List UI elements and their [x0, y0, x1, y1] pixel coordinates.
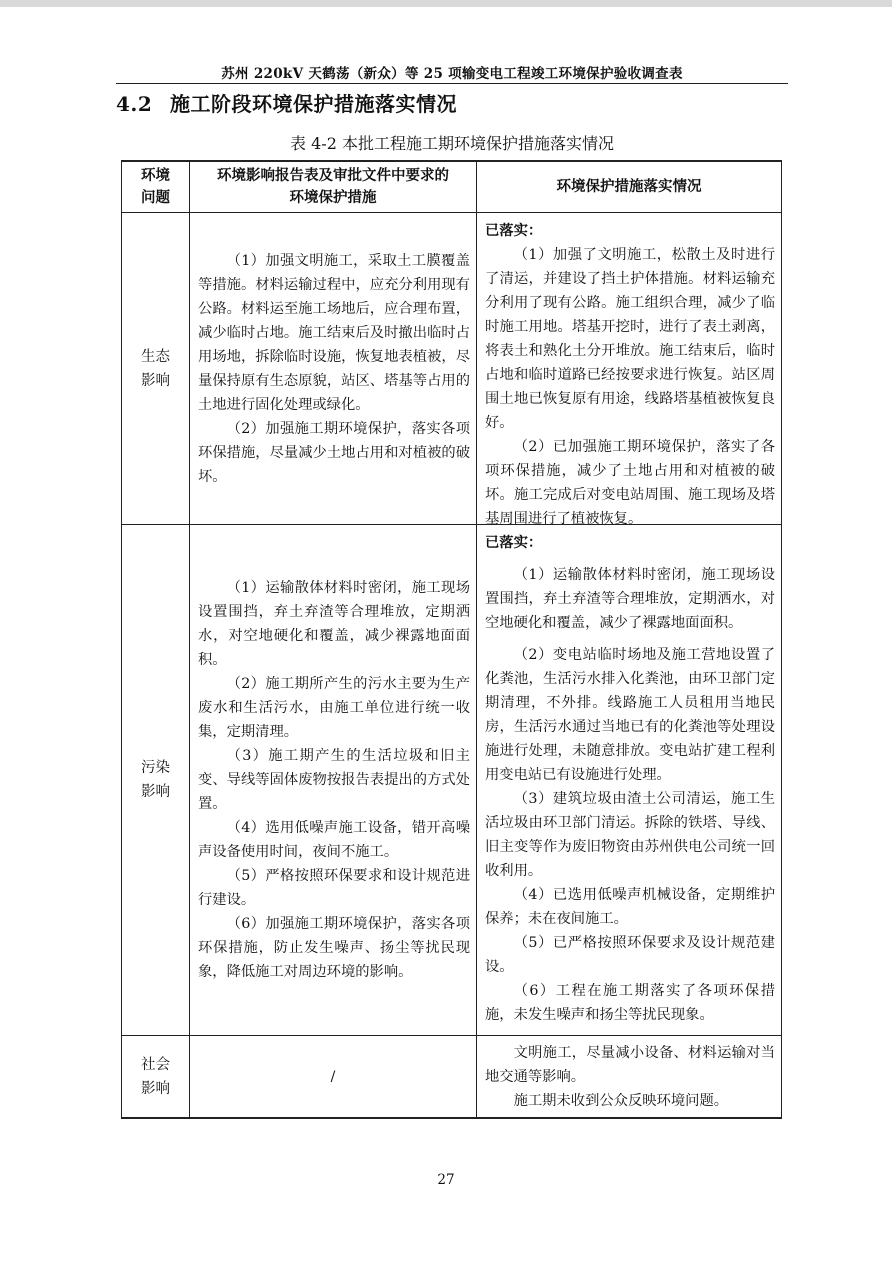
status-item: （6）工程在施工期落实了各项环保措施，未发生噪声和扬尘等扰民现象。 [485, 983, 775, 1023]
required-item: （2）施工期所产生的污水主要为生产废水和生活污水，由施工单位进行统一收集，定期清理。 [198, 676, 470, 740]
page-number: 27 [437, 1172, 455, 1188]
required-item: （1）加强文明施工，采取土工膜覆盖等措施。材料运输过程中，应充分利用现有公路。材料运至施工场地后，应合理布置，减少临时占地。施工结束后及时撤出临时占用场地，拆除临时设施，恢复地表植被，尽量保持原有生态原貌，站区、塔基等占用的土地进行固化处理或绿化。 [198, 252, 470, 413]
status-item: （1）加强了文明施工，松散土及时进行了清运，并建设了挡土护体措施。材料运输充分利用了现有公路。施工组织合理，减少了临时施工用地。塔基开挖时，进行了表土剥离，将表土和熟化土分开堆放。施工结束后，临时占地和临时道路已经按要求进行恢复。站区周围土地已恢复原有用途，线路塔基植被恢复良好。 [485, 247, 775, 431]
status-item: （5）已严格按照环保要求及设计规范建设。 [485, 935, 775, 975]
issue-cell [122, 525, 190, 1035]
status-item: （1）运输散体材料时密闭，施工现场设置围挡，弃土弃渣等合理堆放，定期洒水，对空地硬化和覆盖，减少了裸露地面面积。 [485, 567, 775, 631]
status-cell [477, 525, 781, 1035]
table-header-row [121, 160, 782, 213]
required-item: （1）运输散体材料时密闭，施工现场设置围挡，弃土弃渣等合理堆放，定期洒水，对空地硬化和覆盖，减少裸露地面面积。 [198, 580, 470, 668]
required-cell [190, 213, 477, 524]
status-item: （4）已选用低噪声机械设备，定期维护保养；未在夜间施工。 [485, 887, 775, 927]
table-caption: 表 4-2 本批工程施工期环境保护措施落实情况 [290, 134, 614, 153]
required-item: （2）加强施工期环境保护，落实各项环保措施，尽量减少土地占用和对植被的破坏。 [198, 420, 470, 485]
status-item: （2）变电站临时场地及施工营地设置了化粪池，生活污水排入化粪池，由环卫部门定期清理，不外排。线路施工人员租用当地民房，生活污水通过当地已有的化粪池等处理设施进行处理，未随意排放。变电站扩建工程利用变电站已有设施进行处理。 [485, 647, 775, 783]
issue-text: 社会 影响 [141, 1056, 170, 1097]
issue-cell [122, 213, 190, 524]
section-number: 4.2 [116, 92, 153, 116]
header-status-text: 环境保护措施落实情况 [556, 178, 702, 195]
table-row-ecology [121, 213, 782, 525]
required-item: （6）加强施工期环境保护，落实各项环保措施，防止发生噪声、扬尘等扰民现象，降低施工对周边环境的影响。 [198, 916, 470, 980]
required-item: （5）严格按照环保要求和设计规范进行建设。 [198, 868, 470, 908]
required-item: （4）选用低噪声施工设备，错开高噪声设备使用时间，夜间不施工。 [198, 820, 470, 860]
section-heading [116, 88, 457, 117]
scan-top-edge [0, 0, 892, 7]
status-label: 已落实： [485, 223, 543, 239]
required-cell [190, 525, 477, 1035]
header-issue-text: 环境 问题 [141, 167, 170, 206]
measures-table [121, 160, 782, 1119]
status-item: （3）建筑垃圾由渣土公司清运，施工生活垃圾由环卫部门清运。拆除的铁塔、导线、旧主变等作为废旧物资由苏州供电公司统一回收利用。 [485, 791, 775, 879]
running-header: 苏州 220kV 天鹤荡（新众）等 25 项输变电工程竣工环境保护验收调查表 [221, 66, 683, 82]
required-item: （3）施工期产生的生活垃圾和旧主变、导线等固体废物按报告表提出的方式处置。 [198, 748, 470, 812]
table-row-social [121, 1036, 782, 1119]
table-row-pollution [121, 525, 782, 1036]
issue-text: 污染 影响 [141, 760, 170, 800]
issue-cell [122, 1036, 190, 1117]
issue-text: 生态 影响 [141, 348, 170, 389]
status-item: （2）已加强施工期环境保护，落实了各项环保措施，减少了土地占用和对植被的破坏。施工完成后对变电站周围、施工现场及塔基周围进行了植被恢复。 [485, 439, 775, 527]
header-required [190, 162, 477, 212]
status-cell [477, 1036, 781, 1117]
not-applicable-mark: / [330, 1068, 336, 1085]
required-cell [190, 1036, 477, 1117]
header-rule [116, 83, 788, 84]
status-label: 已落实： [485, 535, 543, 551]
header-issue [122, 162, 190, 212]
header-required-text: 环境影响报告表及审批文件中要求的 环境保护措施 [217, 167, 449, 206]
status-cell [477, 213, 781, 527]
section-title: 施工阶段环境保护措施落实情况 [170, 92, 457, 116]
header-status [477, 162, 781, 212]
status-item: 施工期未收到公众反映环境问题。 [513, 1092, 729, 1109]
status-item: 文明施工，尽量减小设备、材料运输对当地交通等影响。 [485, 1044, 775, 1085]
